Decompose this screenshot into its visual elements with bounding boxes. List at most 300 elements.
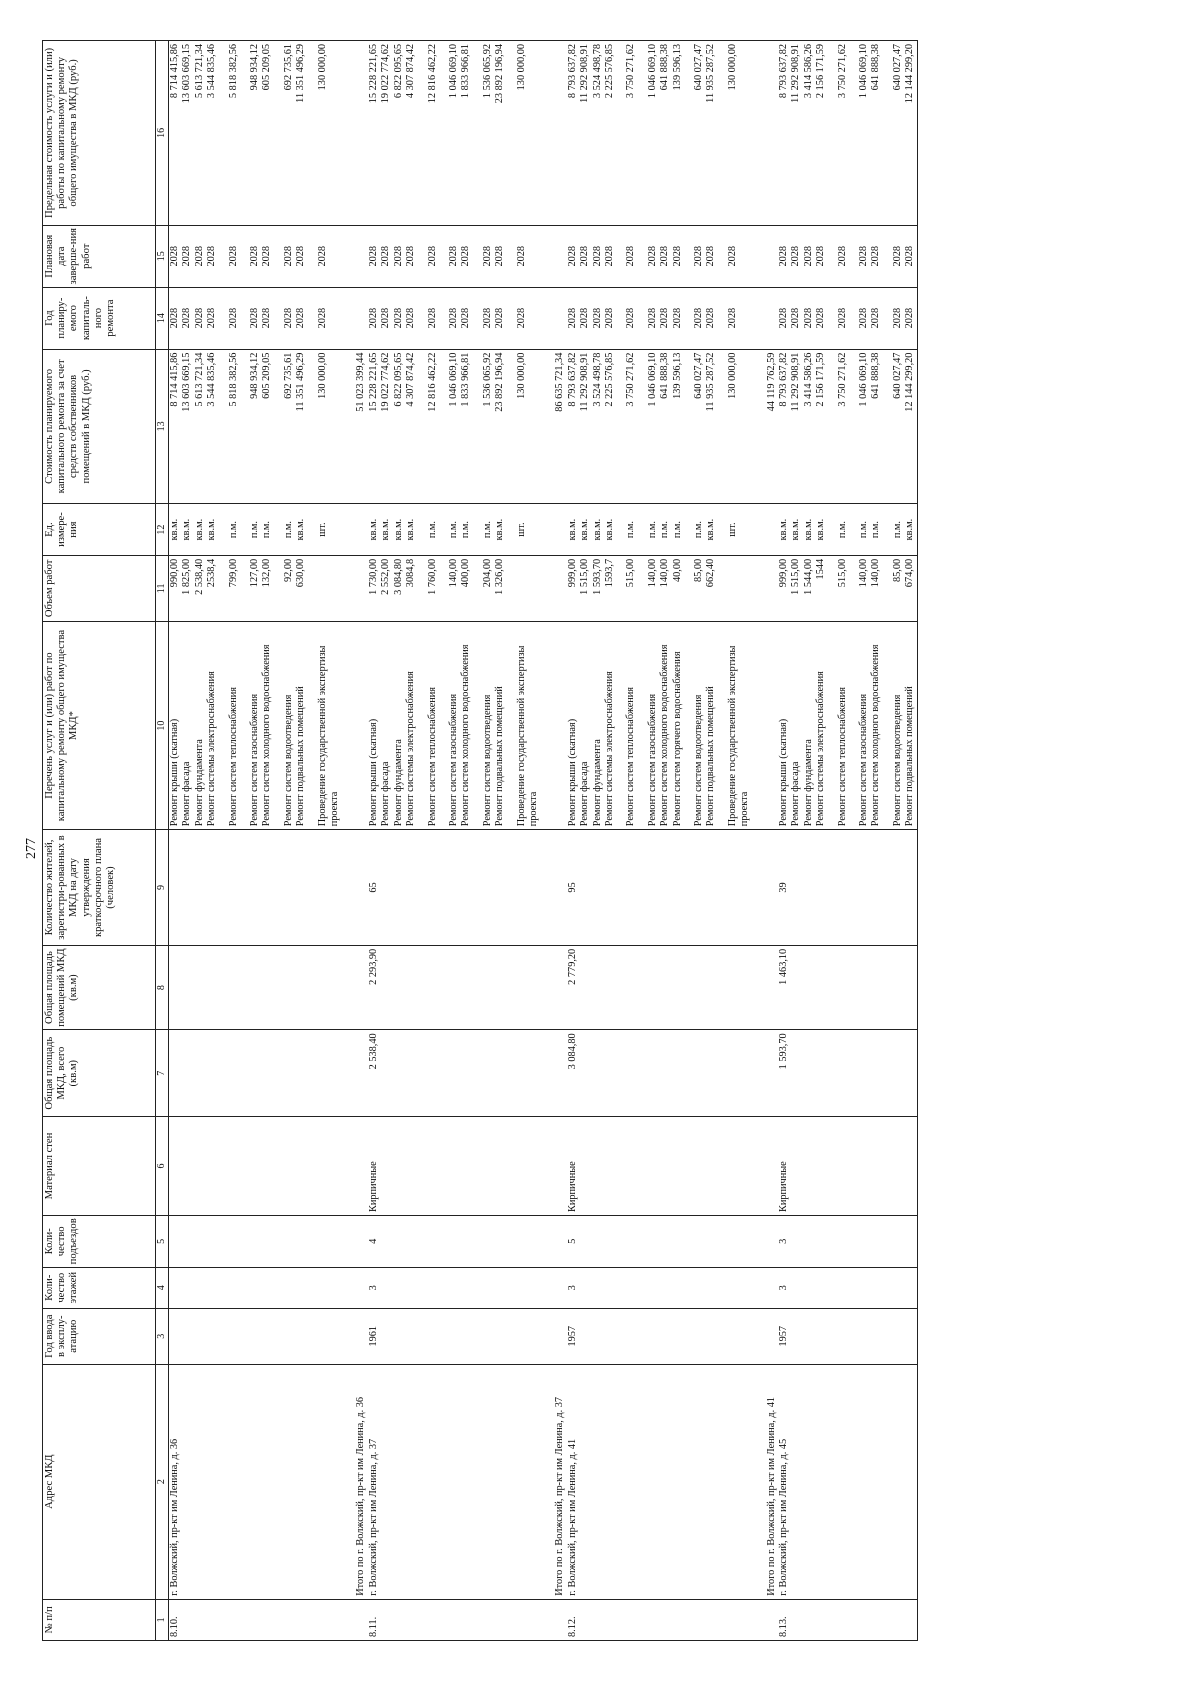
work-type-cell: Ремонт подвальных помещений bbox=[494, 621, 506, 829]
work-type-cell bbox=[752, 621, 778, 829]
premises-area-cell: 2 293,90 bbox=[368, 945, 380, 1030]
row-number bbox=[295, 1599, 307, 1640]
end-date-cell: 2028 bbox=[815, 225, 827, 287]
unit-cell: п.м. bbox=[439, 504, 460, 556]
floors-cell: 3 bbox=[778, 1267, 790, 1308]
work-type-cell: Ремонт систем газоснабжения bbox=[439, 621, 460, 829]
year-cell bbox=[828, 1308, 849, 1364]
limit-cost-cell: 23 892 196,94 bbox=[494, 41, 506, 226]
year-cell bbox=[790, 1308, 802, 1364]
table-row bbox=[567, 41, 579, 1641]
volume-cell: 999,00 bbox=[567, 555, 579, 621]
volume-cell: 140,00 bbox=[439, 555, 460, 621]
plan-year-cell: 2028 bbox=[616, 287, 637, 349]
unit-cell: кв.м. bbox=[368, 504, 380, 556]
premises-area-cell bbox=[240, 945, 261, 1030]
volume-cell: 3084,8 bbox=[405, 555, 417, 621]
year-cell bbox=[460, 1308, 472, 1364]
cost-cell: 2 156 171,59 bbox=[815, 349, 827, 504]
premises-area-cell bbox=[672, 945, 684, 1030]
floors-cell bbox=[219, 1267, 240, 1308]
unit-cell: кв.м. bbox=[380, 504, 392, 556]
wall-material-cell bbox=[295, 1117, 307, 1216]
work-type-cell: Ремонт систем водоотведения bbox=[883, 621, 904, 829]
end-date-cell: 2028 bbox=[684, 225, 705, 287]
table-row bbox=[393, 41, 405, 1641]
table-row bbox=[181, 41, 193, 1641]
table-row bbox=[194, 41, 206, 1641]
work-type-cell: Ремонт системы электроснабжения bbox=[604, 621, 616, 829]
address-cell bbox=[295, 1364, 307, 1599]
entrances-cell bbox=[507, 1216, 541, 1268]
cost-cell: 1 046 069,10 bbox=[849, 349, 870, 504]
unit-cell: кв.м. bbox=[815, 504, 827, 556]
total-area-cell bbox=[638, 1030, 659, 1117]
table-row bbox=[295, 41, 307, 1641]
cost-cell: 1 536 065,92 bbox=[473, 349, 494, 504]
total-area-cell bbox=[828, 1030, 849, 1117]
year-cell bbox=[261, 1308, 273, 1364]
cost-cell: 948 934,12 bbox=[240, 349, 261, 504]
row-number bbox=[274, 1599, 295, 1640]
plan-year-cell: 2028 bbox=[473, 287, 494, 349]
year-cell: 1957 bbox=[567, 1308, 579, 1364]
residents-cell bbox=[219, 830, 240, 946]
wall-material-cell bbox=[405, 1117, 417, 1216]
subtotal-row bbox=[540, 41, 566, 1641]
floors-cell bbox=[194, 1267, 206, 1308]
work-type-cell: Проведение государственной экспертизы проекта bbox=[308, 621, 342, 829]
entrances-cell bbox=[219, 1216, 240, 1268]
cost-cell: 130 000,00 bbox=[718, 349, 752, 504]
floors-cell bbox=[540, 1267, 566, 1308]
row-number bbox=[616, 1599, 637, 1640]
unit-cell: п.м. bbox=[418, 504, 439, 556]
floors-cell bbox=[261, 1267, 273, 1308]
address-cell bbox=[181, 1364, 193, 1599]
premises-area-cell bbox=[473, 945, 494, 1030]
floors-cell bbox=[206, 1267, 218, 1308]
table-row bbox=[169, 41, 182, 1641]
column-number: 16 bbox=[156, 41, 169, 226]
premises-area-cell bbox=[460, 945, 472, 1030]
row-number bbox=[341, 1599, 367, 1640]
volume-cell bbox=[308, 555, 342, 621]
volume-cell bbox=[341, 555, 367, 621]
premises-area-cell bbox=[638, 945, 659, 1030]
table-row bbox=[790, 41, 802, 1641]
end-date-cell: 2028 bbox=[439, 225, 460, 287]
table-row bbox=[684, 41, 705, 1641]
wall-material-cell bbox=[341, 1117, 367, 1216]
row-number bbox=[460, 1599, 472, 1640]
table-row bbox=[439, 41, 460, 1641]
year-cell bbox=[295, 1308, 307, 1364]
end-date-cell: 2028 bbox=[803, 225, 815, 287]
table-row bbox=[206, 41, 218, 1641]
total-area-cell bbox=[240, 1030, 261, 1117]
cost-cell: 12 816 462,22 bbox=[418, 349, 439, 504]
address-cell bbox=[616, 1364, 637, 1599]
cost-cell: 11 935 287,52 bbox=[705, 349, 717, 504]
cost-cell: 2 225 576,85 bbox=[604, 349, 616, 504]
premises-area-cell bbox=[883, 945, 904, 1030]
year-cell bbox=[240, 1308, 261, 1364]
table-row bbox=[494, 41, 506, 1641]
plan-year-cell: 2028 bbox=[194, 287, 206, 349]
address-cell bbox=[684, 1364, 705, 1599]
floors-cell bbox=[684, 1267, 705, 1308]
year-cell bbox=[380, 1308, 392, 1364]
unit-cell: п.м. bbox=[883, 504, 904, 556]
entrances-cell bbox=[206, 1216, 218, 1268]
wall-material-cell bbox=[460, 1117, 472, 1216]
residents-cell bbox=[240, 830, 261, 946]
cost-cell: 51 023 399,44 bbox=[341, 349, 367, 504]
wall-material-cell bbox=[380, 1117, 392, 1216]
floors-cell bbox=[870, 1267, 882, 1308]
table-row bbox=[849, 41, 870, 1641]
row-number bbox=[507, 1599, 541, 1640]
plan-year-cell: 2028 bbox=[295, 287, 307, 349]
work-type-cell: Ремонт фундамента bbox=[194, 621, 206, 829]
work-type-cell: Ремонт подвальных помещений bbox=[705, 621, 717, 829]
cost-cell: 8 714 415,86 bbox=[169, 349, 182, 504]
table-row bbox=[579, 41, 591, 1641]
limit-cost-cell: 641 888,38 bbox=[870, 41, 882, 226]
entrances-cell: 3 bbox=[778, 1216, 790, 1268]
plan-year-cell: 2028 bbox=[368, 287, 380, 349]
floors-cell bbox=[604, 1267, 616, 1308]
year-cell bbox=[870, 1308, 882, 1364]
entrances-cell bbox=[295, 1216, 307, 1268]
residents-cell bbox=[418, 830, 439, 946]
row-number bbox=[380, 1599, 392, 1640]
column-number-row bbox=[156, 41, 169, 1641]
floors-cell: 3 bbox=[567, 1267, 579, 1308]
unit-cell: кв.м. bbox=[295, 504, 307, 556]
volume-cell: 1544 bbox=[815, 555, 827, 621]
entrances-cell bbox=[904, 1216, 917, 1268]
unit-cell: п.м. bbox=[219, 504, 240, 556]
floors-cell bbox=[904, 1267, 917, 1308]
column-number: 5 bbox=[156, 1216, 169, 1268]
wall-material-cell bbox=[883, 1117, 904, 1216]
wall-material-cell bbox=[540, 1117, 566, 1216]
year-cell bbox=[219, 1308, 240, 1364]
entrances-cell bbox=[849, 1216, 870, 1268]
cost-cell: 139 596,13 bbox=[672, 349, 684, 504]
plan-year-cell: 2028 bbox=[507, 287, 541, 349]
header-cell: Общая площадь МКД, всего (кв.м) bbox=[43, 1030, 156, 1117]
plan-year-cell: 2028 bbox=[393, 287, 405, 349]
unit-cell: шт. bbox=[308, 504, 342, 556]
volume-cell: 662,40 bbox=[705, 555, 717, 621]
unit-cell: п.м. bbox=[473, 504, 494, 556]
total-area-cell bbox=[718, 1030, 752, 1117]
total-area-cell bbox=[295, 1030, 307, 1117]
limit-cost-cell: 130 000,00 bbox=[308, 41, 342, 226]
address-cell bbox=[849, 1364, 870, 1599]
end-date-cell: 2028 bbox=[616, 225, 637, 287]
residents-cell bbox=[815, 830, 827, 946]
floors-cell bbox=[828, 1267, 849, 1308]
total-area-cell bbox=[274, 1030, 295, 1117]
header-cell: Плановая дата заверше-ния работ bbox=[43, 225, 156, 287]
cost-cell: 4 307 874,42 bbox=[405, 349, 417, 504]
floors-cell bbox=[803, 1267, 815, 1308]
premises-area-cell bbox=[261, 945, 273, 1030]
premises-area-cell bbox=[308, 945, 342, 1030]
volume-cell: 799,00 bbox=[219, 555, 240, 621]
entrances-cell bbox=[752, 1216, 778, 1268]
end-date-cell: 2028 bbox=[460, 225, 472, 287]
volume-cell: 1 825,00 bbox=[181, 555, 193, 621]
residents-cell bbox=[883, 830, 904, 946]
plan-year-cell: 2028 bbox=[849, 287, 870, 349]
wall-material-cell bbox=[904, 1117, 917, 1216]
cost-cell: 1 046 069,10 bbox=[439, 349, 460, 504]
end-date-cell: 2028 bbox=[790, 225, 802, 287]
work-type-cell: Ремонт фасада bbox=[790, 621, 802, 829]
limit-cost-cell: 3 414 586,26 bbox=[803, 41, 815, 226]
end-date-cell: 2028 bbox=[494, 225, 506, 287]
address-cell bbox=[261, 1364, 273, 1599]
work-type-cell: Ремонт систем холодного водоснабжения bbox=[460, 621, 472, 829]
volume-cell: 204,00 bbox=[473, 555, 494, 621]
volume-cell: 40,00 bbox=[672, 555, 684, 621]
year-cell bbox=[672, 1308, 684, 1364]
work-type-cell: Ремонт систем газоснабжения bbox=[240, 621, 261, 829]
residents-cell bbox=[849, 830, 870, 946]
column-number: 9 bbox=[156, 830, 169, 946]
plan-year-cell: 2028 bbox=[567, 287, 579, 349]
address-cell: г. Волжский, пр-кт им Ленина, д. 45 bbox=[778, 1364, 790, 1599]
table-row bbox=[219, 41, 240, 1641]
row-number: 8.11. bbox=[368, 1599, 380, 1640]
address-cell bbox=[473, 1364, 494, 1599]
row-number bbox=[638, 1599, 659, 1640]
table-row bbox=[405, 41, 417, 1641]
entrances-cell bbox=[439, 1216, 460, 1268]
volume-cell: 2538,4 bbox=[206, 555, 218, 621]
limit-cost-cell: 2 225 576,85 bbox=[604, 41, 616, 226]
premises-area-cell bbox=[169, 945, 182, 1030]
year-cell bbox=[684, 1308, 705, 1364]
premises-area-cell bbox=[418, 945, 439, 1030]
plan-year-cell: 2028 bbox=[219, 287, 240, 349]
table-row bbox=[659, 41, 671, 1641]
floors-cell bbox=[473, 1267, 494, 1308]
plan-year-cell: 2028 bbox=[828, 287, 849, 349]
work-type-cell: Ремонт крыши (скатная) bbox=[778, 621, 790, 829]
entrances-cell bbox=[240, 1216, 261, 1268]
address-cell bbox=[418, 1364, 439, 1599]
address-cell bbox=[790, 1364, 802, 1599]
table-row bbox=[604, 41, 616, 1641]
limit-cost-cell: 130 000,00 bbox=[718, 41, 752, 226]
total-area-cell bbox=[181, 1030, 193, 1117]
limit-cost-cell: 11 292 908,91 bbox=[579, 41, 591, 226]
end-date-cell: 2028 bbox=[380, 225, 392, 287]
wall-material-cell bbox=[803, 1117, 815, 1216]
address-cell bbox=[803, 1364, 815, 1599]
premises-area-cell bbox=[592, 945, 604, 1030]
entrances-cell bbox=[672, 1216, 684, 1268]
entrances-cell bbox=[638, 1216, 659, 1268]
residents-cell bbox=[473, 830, 494, 946]
row-number bbox=[418, 1599, 439, 1640]
year-cell bbox=[849, 1308, 870, 1364]
premises-area-cell bbox=[494, 945, 506, 1030]
cost-cell: 3 544 835,46 bbox=[206, 349, 218, 504]
work-type-cell: Ремонт систем водоотведения bbox=[473, 621, 494, 829]
floors-cell bbox=[393, 1267, 405, 1308]
unit-cell: п.м. bbox=[870, 504, 882, 556]
residents-cell: 95 bbox=[567, 830, 579, 946]
volume-cell: 990,00 bbox=[169, 555, 182, 621]
entrances-cell bbox=[705, 1216, 717, 1268]
volume-cell: 140,00 bbox=[870, 555, 882, 621]
residents-cell bbox=[308, 830, 342, 946]
total-area-cell bbox=[460, 1030, 472, 1117]
premises-area-cell bbox=[579, 945, 591, 1030]
wall-material-cell bbox=[705, 1117, 717, 1216]
floors-cell bbox=[883, 1267, 904, 1308]
floors-cell: 3 bbox=[368, 1267, 380, 1308]
address-cell bbox=[604, 1364, 616, 1599]
year-cell bbox=[752, 1308, 778, 1364]
volume-cell: 1 326,00 bbox=[494, 555, 506, 621]
total-area-cell bbox=[341, 1030, 367, 1117]
entrances-cell bbox=[883, 1216, 904, 1268]
limit-cost-cell: 19 022 774,62 bbox=[380, 41, 392, 226]
limit-cost-cell: 8 714 415,86 bbox=[169, 41, 182, 226]
end-date-cell: 2028 bbox=[308, 225, 342, 287]
address-cell bbox=[870, 1364, 882, 1599]
year-cell bbox=[904, 1308, 917, 1364]
plan-year-cell: 2028 bbox=[261, 287, 273, 349]
wall-material-cell bbox=[592, 1117, 604, 1216]
premises-area-cell bbox=[540, 945, 566, 1030]
work-type-cell: Ремонт систем теплоснабжения bbox=[418, 621, 439, 829]
table-row bbox=[308, 41, 342, 1641]
entrances-cell bbox=[308, 1216, 342, 1268]
year-cell bbox=[507, 1308, 541, 1364]
floors-cell bbox=[169, 1267, 182, 1308]
plan-year-cell: 2028 bbox=[460, 287, 472, 349]
limit-cost-cell: 692 735,61 bbox=[274, 41, 295, 226]
residents-cell bbox=[616, 830, 637, 946]
table-row bbox=[870, 41, 882, 1641]
unit-cell: п.м. bbox=[638, 504, 659, 556]
total-area-cell bbox=[592, 1030, 604, 1117]
total-area-cell bbox=[494, 1030, 506, 1117]
plan-year-cell: 2028 bbox=[592, 287, 604, 349]
premises-area-cell bbox=[439, 945, 460, 1030]
volume-cell: 999,00 bbox=[778, 555, 790, 621]
premises-area-cell bbox=[194, 945, 206, 1030]
year-cell bbox=[659, 1308, 671, 1364]
unit-cell: п.м. bbox=[460, 504, 472, 556]
premises-area-cell bbox=[616, 945, 637, 1030]
premises-area-cell: 1 463,10 bbox=[778, 945, 790, 1030]
end-date-cell: 2028 bbox=[849, 225, 870, 287]
unit-cell bbox=[540, 504, 566, 556]
cost-cell: 8 793 637,82 bbox=[778, 349, 790, 504]
premises-area-cell bbox=[790, 945, 802, 1030]
table-row bbox=[507, 41, 541, 1641]
address-cell bbox=[592, 1364, 604, 1599]
premises-area-cell bbox=[295, 945, 307, 1030]
address-cell: г. Волжский, пр-кт им Ленина, д. 37 bbox=[368, 1364, 380, 1599]
residents-cell bbox=[752, 830, 778, 946]
end-date-cell: 2028 bbox=[181, 225, 193, 287]
address-cell bbox=[672, 1364, 684, 1599]
total-area-cell bbox=[393, 1030, 405, 1117]
floors-cell bbox=[592, 1267, 604, 1308]
column-number: 7 bbox=[156, 1030, 169, 1117]
premises-area-cell bbox=[828, 945, 849, 1030]
row-number bbox=[790, 1599, 802, 1640]
residents-cell bbox=[904, 830, 917, 946]
limit-cost-cell: 3 750 271,62 bbox=[616, 41, 637, 226]
wall-material-cell bbox=[672, 1117, 684, 1216]
address-cell bbox=[718, 1364, 752, 1599]
end-date-cell: 2028 bbox=[659, 225, 671, 287]
unit-cell: кв.м. bbox=[169, 504, 182, 556]
unit-cell bbox=[752, 504, 778, 556]
limit-cost-cell: 640 027,47 bbox=[684, 41, 705, 226]
plan-year-cell: 2028 bbox=[206, 287, 218, 349]
plan-year-cell: 2028 bbox=[870, 287, 882, 349]
row-number bbox=[904, 1599, 917, 1640]
end-date-cell: 2028 bbox=[405, 225, 417, 287]
address-cell: г. Волжский, пр-кт им Ленина, д. 36 bbox=[169, 1364, 182, 1599]
residents-cell bbox=[672, 830, 684, 946]
year-cell bbox=[473, 1308, 494, 1364]
volume-cell: 140,00 bbox=[849, 555, 870, 621]
floors-cell bbox=[579, 1267, 591, 1308]
header-cell: Материал стен bbox=[43, 1117, 156, 1216]
cost-cell: 8 793 637,82 bbox=[567, 349, 579, 504]
unit-cell: кв.м. bbox=[405, 504, 417, 556]
work-type-cell: Ремонт систем газоснабжения bbox=[849, 621, 870, 829]
limit-cost-cell bbox=[341, 41, 367, 226]
plan-year-cell: 2028 bbox=[380, 287, 392, 349]
column-number: 1 bbox=[156, 1599, 169, 1640]
premises-area-cell bbox=[604, 945, 616, 1030]
cost-cell: 86 635 721,34 bbox=[540, 349, 566, 504]
total-area-cell bbox=[659, 1030, 671, 1117]
premises-area-cell bbox=[405, 945, 417, 1030]
premises-area-cell bbox=[507, 945, 541, 1030]
year-cell bbox=[638, 1308, 659, 1364]
total-area-cell bbox=[418, 1030, 439, 1117]
column-number: 13 bbox=[156, 349, 169, 504]
residents-cell: 65 bbox=[368, 830, 380, 946]
year-cell bbox=[494, 1308, 506, 1364]
column-number: 11 bbox=[156, 555, 169, 621]
limit-cost-cell: 11 292 908,91 bbox=[790, 41, 802, 226]
year-cell bbox=[803, 1308, 815, 1364]
volume-cell: 2 552,00 bbox=[380, 555, 392, 621]
year-cell bbox=[169, 1308, 182, 1364]
total-area-cell bbox=[405, 1030, 417, 1117]
row-number bbox=[828, 1599, 849, 1640]
row-number bbox=[592, 1599, 604, 1640]
volume-cell: 400,00 bbox=[460, 555, 472, 621]
